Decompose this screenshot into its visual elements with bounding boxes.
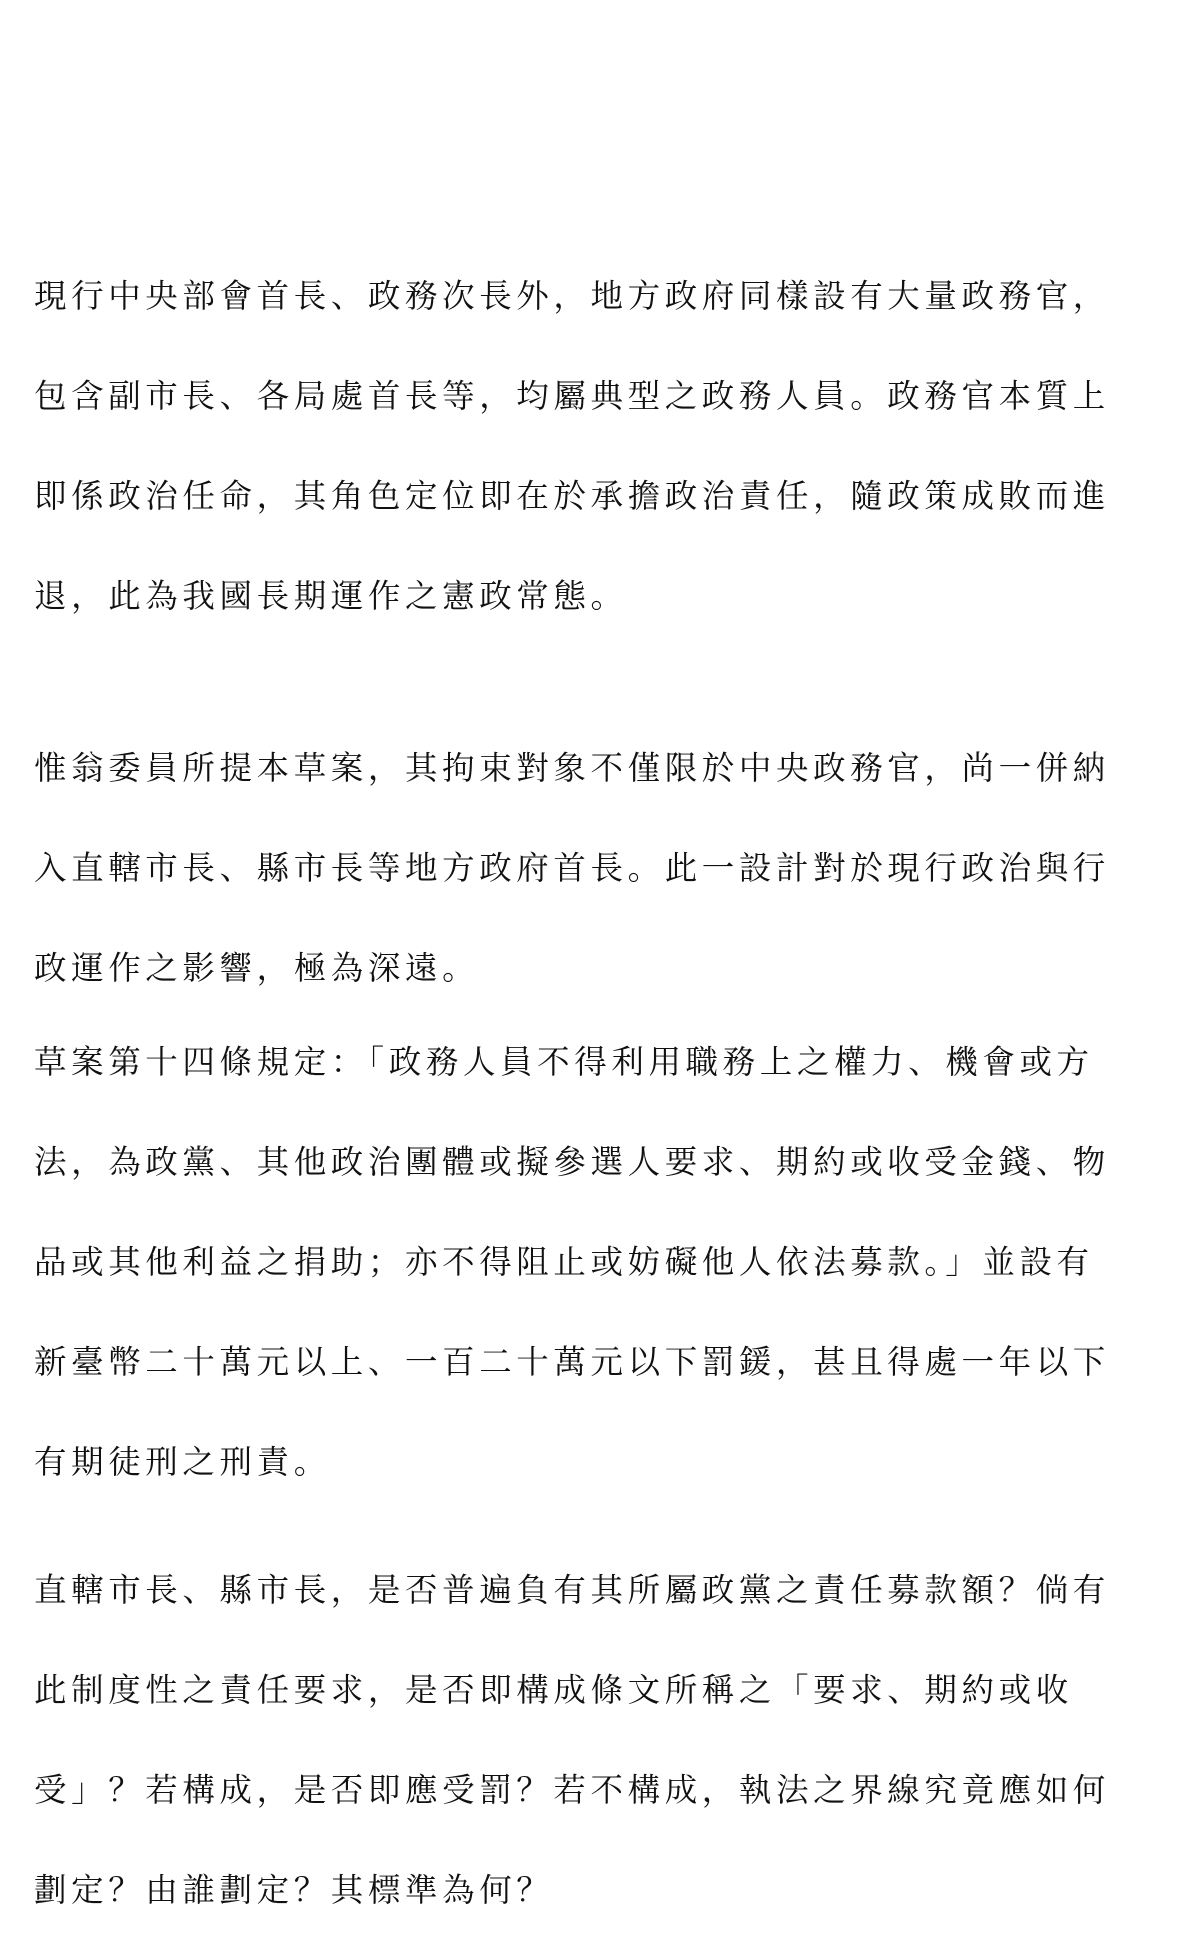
paragraph-1 — [34, 246, 1154, 646]
paragraph-line: 品或其他利益之捐助；亦不得阻止或妨礙他人依法募款。」並設有 — [34, 1243, 1094, 1281]
paragraph-line: 退，此為我國長期運作之憲政常態。 — [34, 577, 628, 615]
paragraph-line: 受」？若構成，是否即應受罰？若不構成，執法之界線究竟應如何 — [34, 1771, 1110, 1809]
paragraph-line: 包含副市長、各局處首長等，均屬典型之政務人員。政務官本質上 — [34, 377, 1110, 415]
paragraph-line: 現行中央部會首長、政務次長外，地方政府同樣設有大量政務官， — [34, 277, 1110, 315]
paragraph-line: 入直轄市長、縣市長等地方政府首長。此一設計對於現行政治與行 — [34, 849, 1110, 887]
paragraph-line: 劃定？由誰劃定？其標準為何？ — [34, 1871, 554, 1909]
paragraph-line: 此制度性之責任要求，是否即構成條文所稱之「要求、期約或收 — [34, 1671, 1073, 1709]
paragraph-line: 有期徒刑之刑責。 — [34, 1443, 331, 1481]
paragraph-line: 即係政治任命，其角色定位即在於承擔政治責任，隨政策成敗而進 — [34, 477, 1110, 515]
paragraph-line: 法，為政黨、其他政治團體或擬參選人要求、期約或收受金錢、物 — [34, 1143, 1110, 1181]
paragraph-line: 政運作之影響，極為深遠。 — [34, 949, 480, 987]
paragraph-3 — [34, 1012, 1154, 1512]
paragraph-line: 直轄市長、縣市長，是否普遍負有其所屬政黨之責任募款額？倘有 — [34, 1571, 1110, 1609]
paragraph-line: 新臺幣二十萬元以上、一百二十萬元以下罰鍰，甚且得處一年以下 — [34, 1343, 1110, 1381]
paragraph-4 — [34, 1540, 1154, 1940]
paragraph-line: 惟翁委員所提本草案，其拘束對象不僅限於中央政務官，尚一併納 — [34, 749, 1110, 787]
paragraph-2 — [34, 718, 1154, 1018]
paragraph-line: 草案第十四條規定：「政務人員不得利用職務上之權力、機會或方 — [34, 1043, 1094, 1081]
